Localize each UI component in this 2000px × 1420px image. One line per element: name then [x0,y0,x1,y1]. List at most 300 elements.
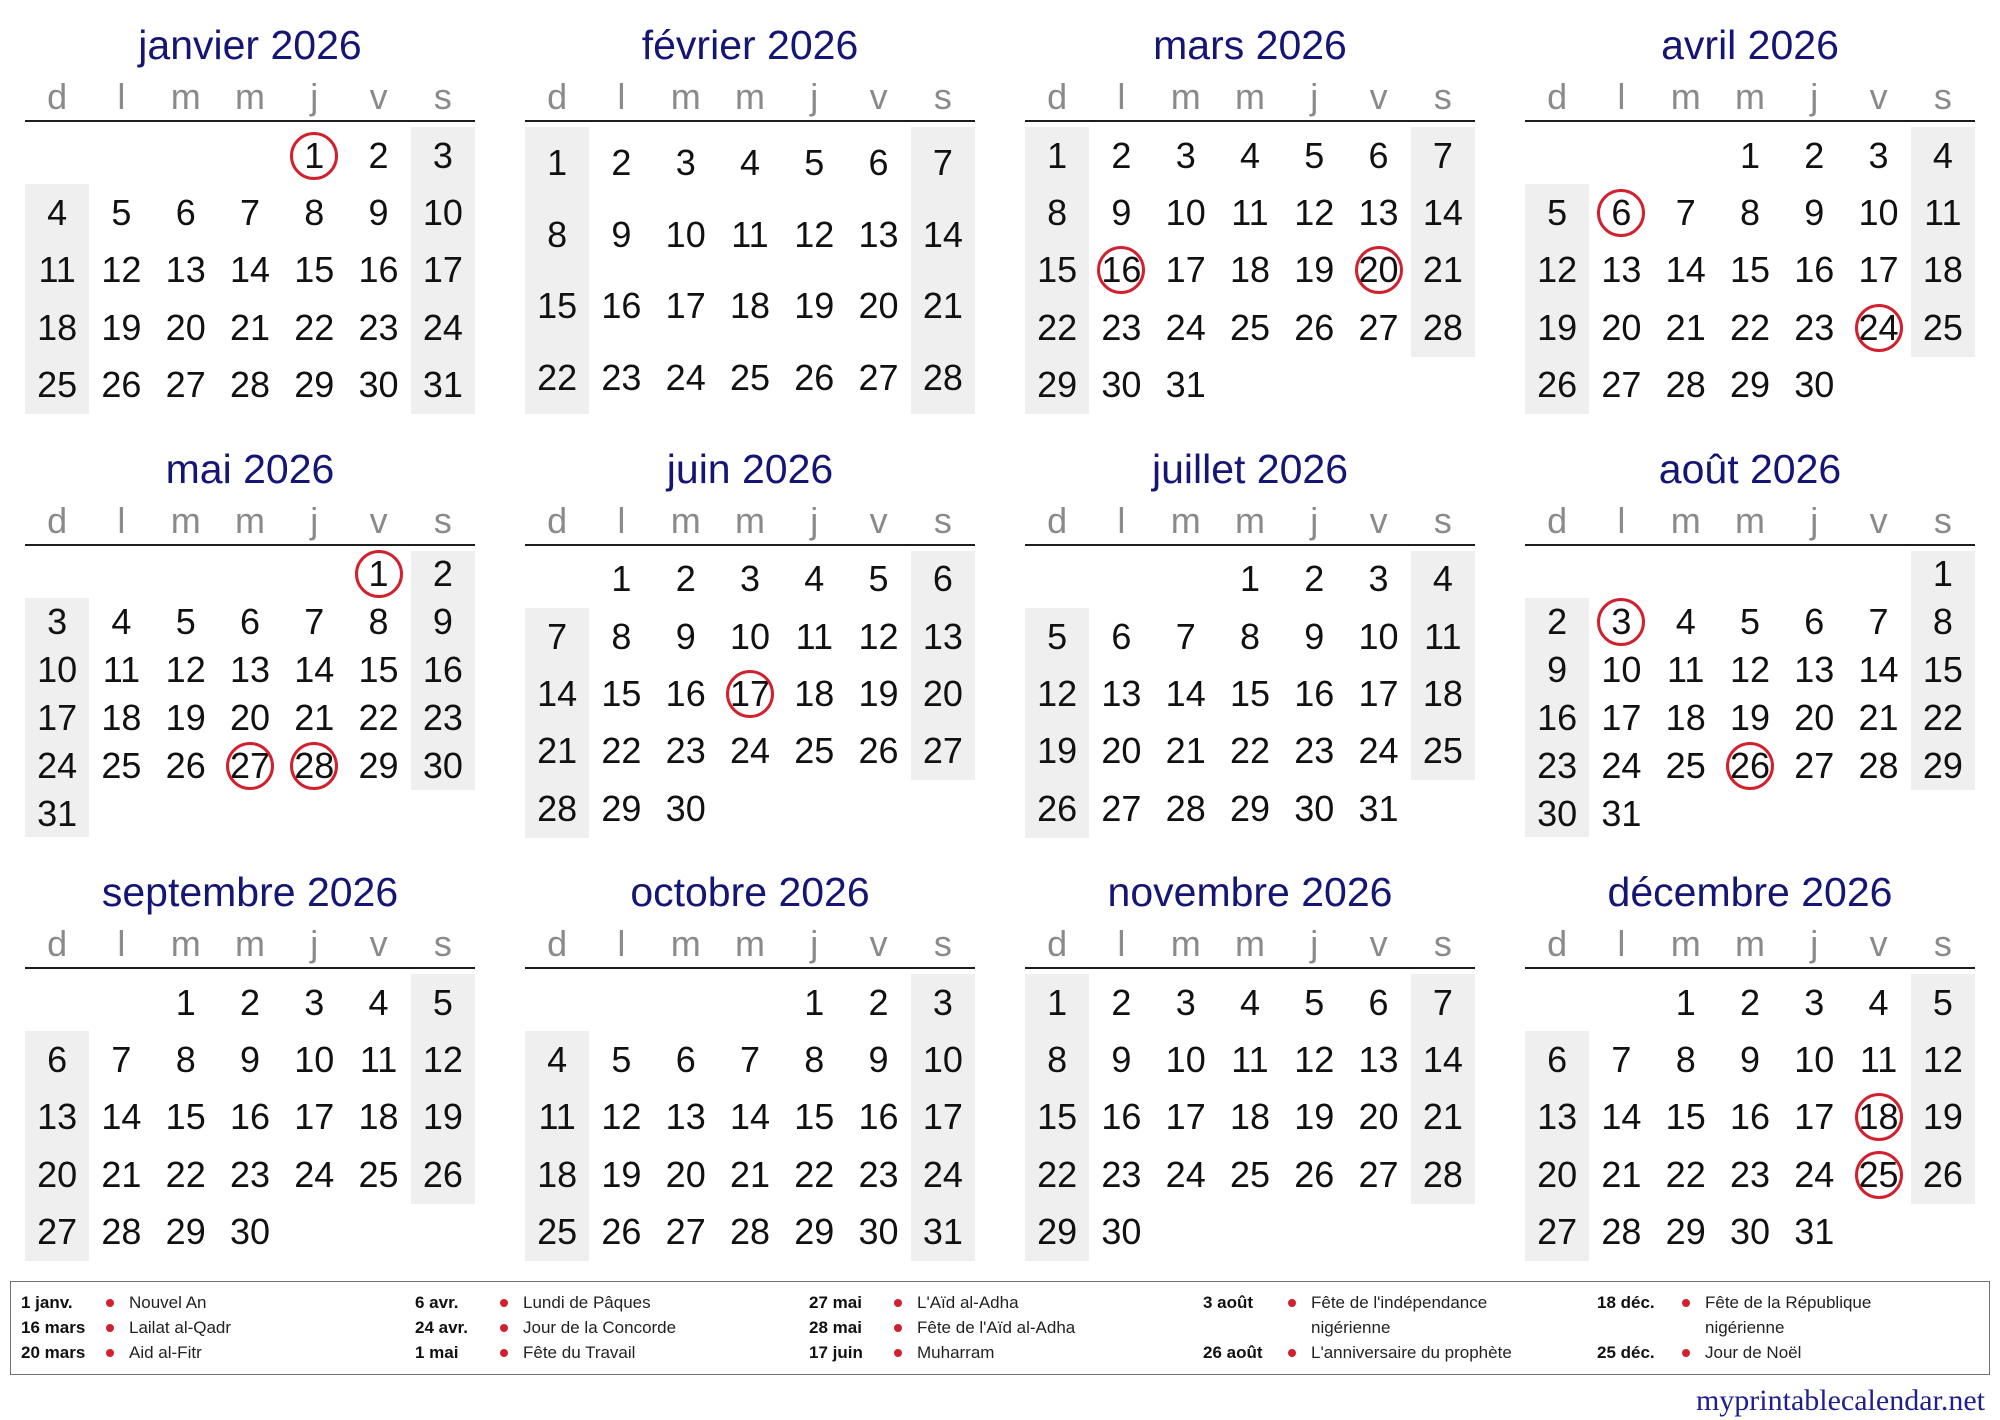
weekday-label: m [1734,923,1765,964]
day-cell [846,1146,910,1203]
day-number: 16 [858,1096,899,1138]
day-number: 27 [1358,306,1399,348]
month-calendar-10 [525,863,975,1261]
empty-day-cell [89,551,153,599]
day-cell [25,1204,89,1261]
day-cell [282,742,346,790]
day-number: 19 [858,672,899,714]
day-number: 27 [922,730,963,772]
day-number: 7 [1175,615,1196,657]
day-number: 19 [1537,306,1578,348]
day-cell [1411,184,1475,241]
day-cell [1718,127,1782,184]
day-number: 8 [175,1039,196,1081]
day-cell [1411,665,1475,722]
day-number: 3 [1804,981,1825,1023]
day-number: 25 [1422,730,1463,772]
day-grid [525,974,975,1261]
day-cell [89,742,153,790]
day-cell [154,694,218,742]
day-number: 17 [1858,249,1899,291]
day-number: 21 [922,285,963,327]
day-cell [411,1146,475,1203]
day-number: 10 [1165,192,1206,234]
day-number: 7 [1868,601,1889,643]
legend-holiday-name: Muharram [917,1343,995,1362]
day-cell [1525,646,1589,694]
day-cell [1846,1089,1910,1146]
day-number: 8 [1932,601,1953,643]
day-cell [525,271,589,343]
empty-day-cell [1589,127,1653,184]
day-cell [154,974,218,1031]
day-cell [1846,127,1910,184]
day-number: 12 [858,615,899,657]
day-cell [411,646,475,694]
day-number: 10 [1858,192,1899,234]
day-cell [1782,974,1846,1031]
empty-day-cell [1218,1204,1282,1261]
day-cell [1025,1089,1089,1146]
day-cell [1218,608,1282,665]
day-cell [89,357,153,414]
empty-day-cell [218,551,282,599]
day-number: 26 [858,730,899,772]
day-cell [654,723,718,780]
day-number: 17 [1165,249,1206,291]
day-number: 6 [1611,192,1632,234]
day-cell [1089,127,1153,184]
day-number: 18 [358,1096,399,1138]
day-number: 15 [165,1096,206,1138]
month-title: janvier 2026 [138,22,362,68]
day-cell [782,342,846,414]
day-cell [1589,242,1653,299]
day-number: 27 [1358,1153,1399,1195]
day-number: 23 [1794,306,1835,348]
day-number: 23 [422,696,463,738]
day-cell [654,127,718,199]
empty-day-cell [1846,790,1910,838]
legend-date: 18 déc. [1597,1293,1655,1312]
legend-entry [21,1340,411,1365]
weekday-label: v [869,499,888,541]
day-number: 5 [432,981,453,1023]
day-cell [1218,299,1282,356]
day-number: 5 [868,558,889,600]
day-cell [1025,974,1089,1031]
weekday-label: j [810,499,819,541]
month-calendar-4 [1525,16,1975,414]
day-cell [154,242,218,299]
day-number: 8 [1047,1039,1068,1081]
day-cell [1089,974,1153,1031]
day-number: 15 [1922,649,1963,691]
day-number: 18 [101,696,142,738]
day-number: 2 [1111,981,1132,1023]
legend-entry [1597,1340,1987,1365]
day-cell [1346,608,1410,665]
day-cell [1718,1089,1782,1146]
day-cell [1089,242,1153,299]
legend-bullet-icon [500,1324,508,1332]
weekday-label: d [47,76,68,117]
day-cell [911,271,975,343]
weekday-header-row [1525,74,1975,122]
day-number: 21 [1601,1153,1642,1195]
day-number: 3 [304,981,325,1023]
day-number: 22 [601,730,642,772]
day-number: 2 [675,558,696,600]
day-cell [654,1146,718,1203]
day-cell [1346,551,1410,608]
legend-bullet-icon [894,1324,902,1332]
day-cell [782,1204,846,1261]
day-cell [1089,299,1153,356]
day-number: 12 [1294,192,1335,234]
weekday-label: j [310,76,319,117]
day-number: 6 [675,1039,696,1081]
month-calendar-5 [25,440,475,838]
weekday-label: m [1670,76,1701,117]
day-number: 11 [1859,1039,1898,1081]
day-number: 8 [1675,1039,1696,1081]
day-cell [218,694,282,742]
day-cell [1911,184,1975,241]
day-number: 10 [1601,649,1642,691]
day-cell [1411,974,1475,1031]
site-url: myprintablecalendar.net [1695,1384,1985,1417]
weekday-label: s [433,76,452,117]
day-number: 12 [1037,672,1078,714]
day-number: 25 [537,1211,578,1253]
day-number: 28 [1601,1211,1642,1253]
day-number: 19 [601,1153,642,1195]
day-number: 24 [922,1153,963,1195]
holiday-circle [1855,1151,1903,1199]
empty-day-cell [1782,551,1846,599]
day-number: 29 [165,1211,206,1253]
day-number: 24 [1165,1153,1206,1195]
weekday-label: s [1433,76,1452,117]
day-number: 20 [1358,1096,1399,1138]
day-number: 2 [1111,134,1132,176]
day-cell [1025,1204,1089,1261]
day-cell [25,598,89,646]
day-cell [1654,1031,1718,1088]
weekday-label: m [734,923,765,964]
day-cell [282,357,346,414]
holiday-circle [1597,598,1645,646]
weekday-label: j [810,76,819,117]
empty-day-cell [911,780,975,837]
day-number: 22 [794,1153,835,1195]
day-number: 4 [547,1039,568,1081]
day-cell [25,790,89,838]
legend-entry [415,1290,805,1315]
day-number: 11 [795,615,833,657]
day-number: 14 [537,672,578,714]
day-cell [1846,1031,1910,1088]
holiday-circle [290,132,338,180]
day-number: 9 [611,213,632,255]
day-cell [411,299,475,356]
holiday-legend [10,1281,1990,1375]
day-cell [525,665,589,722]
day-cell [718,1204,782,1261]
day-grid [1525,127,1975,414]
day-number: 25 [358,1153,399,1195]
day-cell [1525,1089,1589,1146]
day-number: 22 [1229,730,1271,772]
day-number: 28 [1422,306,1463,348]
day-cell [1718,598,1782,646]
day-number: 26 [1729,744,1771,786]
weekday-label: d [547,923,568,964]
day-number: 19 [1922,1096,1963,1138]
empty-day-cell [1846,551,1910,599]
day-number: 5 [611,1039,632,1081]
day-cell [1589,790,1653,838]
legend-entry [809,1290,1199,1315]
empty-day-cell [1525,974,1589,1031]
day-number: 20 [922,672,963,714]
day-cell [1282,184,1346,241]
day-number: 7 [111,1039,132,1081]
day-number: 7 [932,141,953,183]
day-number: 7 [1432,981,1453,1023]
weekday-label: l [617,499,626,541]
day-cell [1654,742,1718,790]
day-cell [89,1204,153,1261]
day-cell [782,271,846,343]
weekday-label: s [933,923,952,964]
weekday-label: m [234,499,265,541]
day-cell [1782,242,1846,299]
day-number: 22 [1729,306,1771,348]
weekday-label: m [170,923,201,964]
day-number: 4 [1432,558,1453,600]
day-number: 14 [1165,672,1206,714]
day-cell [1346,723,1410,780]
day-number: 2 [1739,981,1760,1023]
empty-day-cell [1846,1204,1910,1261]
empty-day-cell [589,974,653,1031]
month-title: novembre 2026 [1107,869,1393,915]
day-number: 30 [1794,364,1835,406]
day-cell [1782,1089,1846,1146]
day-cell [1718,242,1782,299]
weekday-label: m [1234,499,1265,541]
day-number: 4 [368,981,389,1023]
weekday-label: v [369,76,388,117]
day-cell [911,199,975,271]
holiday-circle [1726,742,1774,790]
weekday-label: l [1617,76,1626,117]
day-cell [911,342,975,414]
weekday-label: d [47,499,68,541]
month-calendar-6 [525,440,975,838]
month-calendar-12 [1525,863,1975,1261]
day-cell [589,271,653,343]
day-number: 30 [1537,792,1578,834]
day-cell [1718,646,1782,694]
day-number: 10 [1165,1039,1206,1081]
weekday-label: m [670,499,701,541]
day-number: 7 [1675,192,1696,234]
day-cell [911,127,975,199]
day-cell [589,1204,653,1261]
weekday-label: m [1170,923,1201,964]
day-number: 17 [1601,696,1642,738]
day-cell [1654,299,1718,356]
day-cell [1411,608,1475,665]
day-cell [1525,598,1589,646]
day-number: 1 [368,553,389,595]
day-cell [1346,974,1410,1031]
month-title: juin 2026 [666,445,834,492]
day-number: 8 [1047,192,1068,234]
day-number: 15 [294,249,335,291]
day-cell [1282,974,1346,1031]
day-cell [1154,1146,1218,1203]
day-number: 28 [1165,787,1206,829]
day-number: 23 [665,730,706,772]
day-number: 30 [422,744,463,786]
day-cell [846,551,910,608]
legend-date: 28 mai [809,1318,862,1337]
day-cell [1525,299,1589,356]
day-number: 10 [422,192,463,234]
day-cell [1654,598,1718,646]
day-number: 17 [1794,1096,1835,1138]
day-number: 13 [37,1096,78,1138]
day-cell [1525,694,1589,742]
day-number: 27 [665,1211,706,1253]
day-number: 18 [1665,696,1706,738]
day-number: 21 [1165,730,1206,772]
day-number: 24 [37,744,78,786]
day-cell [218,974,282,1031]
day-cell [1411,723,1475,780]
day-number: 21 [229,306,271,348]
day-number: 3 [932,981,953,1023]
day-cell [1525,790,1589,838]
day-cell [1346,1089,1410,1146]
empty-day-cell [1782,790,1846,838]
day-number: 4 [1239,981,1260,1023]
day-number: 13 [1794,649,1835,691]
day-cell [1346,299,1410,356]
day-number: 21 [101,1153,142,1195]
day-number: 23 [358,306,399,348]
empty-day-cell [154,551,218,599]
day-cell [1025,127,1089,184]
day-number: 18 [1858,1096,1899,1138]
day-number: 7 [1432,134,1453,176]
day-cell [589,127,653,199]
day-cell [1718,742,1782,790]
day-number: 1 [1047,981,1068,1023]
legend-entry [415,1315,805,1340]
day-number: 23 [1101,1153,1142,1195]
weekday-label: d [1047,923,1068,964]
legend-column [809,1290,1199,1365]
legend-entry [415,1340,805,1365]
day-number: 29 [1665,1211,1706,1253]
day-number: 13 [858,213,899,255]
day-number: 20 [1537,1153,1578,1195]
day-cell [846,271,910,343]
day-number: 31 [37,792,78,834]
day-number: 14 [1665,249,1706,291]
day-cell [25,742,89,790]
day-number: 17 [294,1096,335,1138]
empty-day-cell [1411,357,1475,414]
day-grid [525,551,975,838]
day-cell [346,299,410,356]
legend-bullet-icon [500,1349,508,1357]
holiday-circle [726,670,774,718]
weekday-label: s [1933,499,1952,541]
day-cell [282,1146,346,1203]
day-number: 30 [665,787,706,829]
day-cell [154,299,218,356]
day-cell [525,127,589,199]
day-cell [589,665,653,722]
weekday-label: v [1369,499,1388,541]
day-number: 12 [1729,649,1771,691]
day-cell [718,723,782,780]
day-cell [589,551,653,608]
day-number: 3 [1611,601,1632,643]
weekday-label: s [433,923,452,964]
day-number: 8 [804,1039,825,1081]
day-cell [282,974,346,1031]
day-grid [1525,551,1975,838]
day-cell [25,299,89,356]
day-number: 6 [1368,134,1389,176]
day-number: 16 [358,249,399,291]
weekday-label: m [1234,76,1265,117]
day-cell [218,598,282,646]
empty-day-cell [1282,357,1346,414]
day-cell [1346,1031,1410,1088]
day-cell [1089,665,1153,722]
day-number: 24 [1358,730,1399,772]
day-cell [25,1146,89,1203]
day-number: 22 [358,696,399,738]
weekday-label: l [117,923,126,964]
empty-day-cell [154,790,218,838]
weekday-label: s [933,76,952,117]
legend-date: 27 mai [809,1293,862,1312]
day-cell [1846,974,1910,1031]
day-cell [718,608,782,665]
day-cell [1154,242,1218,299]
empty-day-cell [718,974,782,1031]
day-cell [89,1089,153,1146]
day-number: 19 [1037,730,1078,772]
day-number: 2 [611,141,632,183]
day-number: 25 [101,744,142,786]
day-cell [1346,780,1410,837]
day-cell [89,1146,153,1203]
day-number: 16 [422,649,463,691]
empty-day-cell [25,127,89,184]
weekday-header-row [525,74,975,122]
day-cell [1846,299,1910,356]
